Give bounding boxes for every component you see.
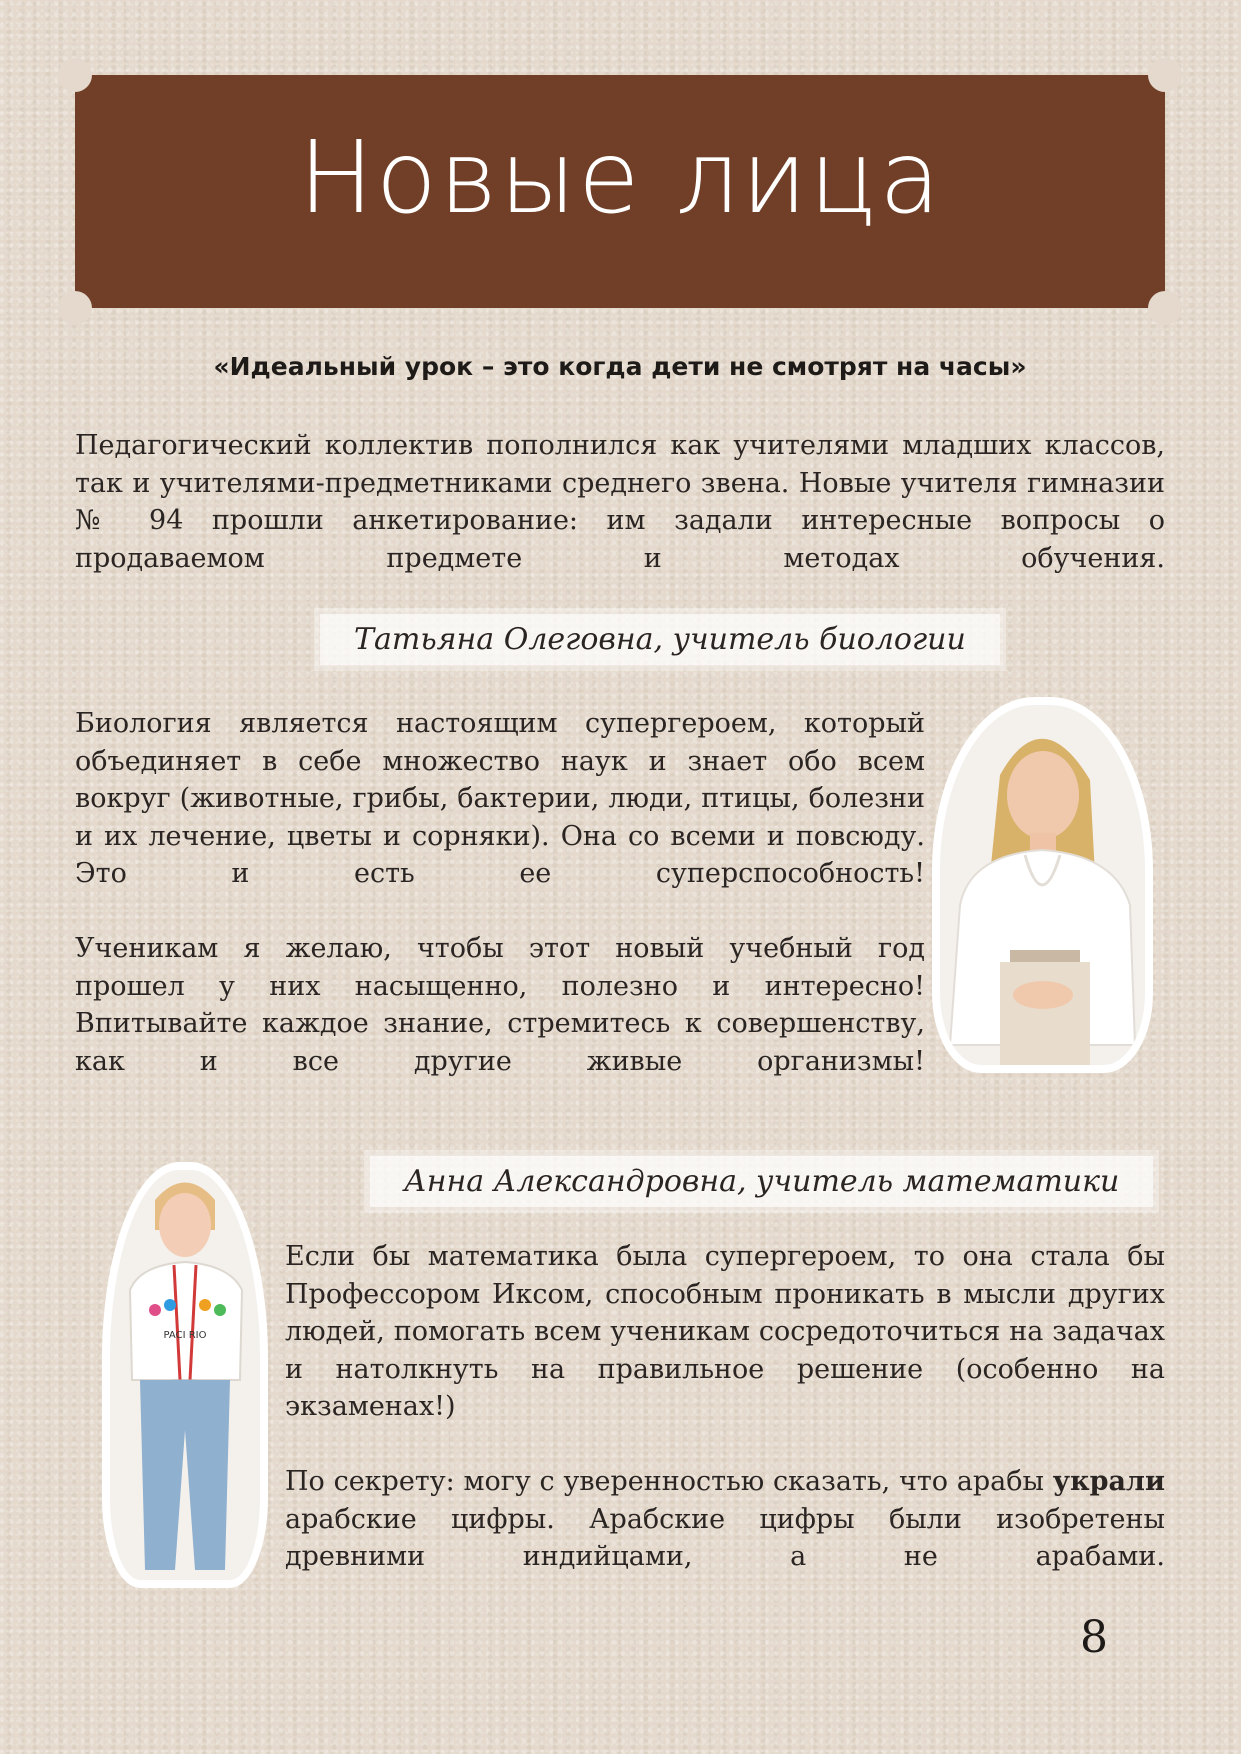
teacher2-paragraph-2-bold: украли <box>1052 1466 1165 1497</box>
teacher1-name-label: Татьяна Олеговна, учитель биологии <box>320 614 1000 665</box>
banner-corner <box>1148 58 1182 92</box>
banner-corner <box>58 58 92 92</box>
shirt-print-text: PACI RIO <box>163 1330 207 1341</box>
teacher2-name-label: Анна Александровна, учитель математики <box>370 1156 1153 1207</box>
teacher1-portrait-image <box>940 705 1145 1065</box>
teacher2-paragraph-1: Если бы математика была супергероем, то она стала бы Профессором Иксом, способным проникать в мысли других людей, помогать всем ученикам сосредоточиться на задачах и натолкнуть на правильное решение (особенно на экзаменах!) <box>285 1241 1165 1422</box>
banner-corner <box>58 291 92 325</box>
intro-paragraph: Педагогический коллектив пополнился как учителями младших классов, так и учителями-предметниками среднего звена. Новые учителя гимназии № 94 прошли анкетирование: им задали интересные вопросы о продаваемом предмете и методах обучения. <box>75 430 1165 574</box>
page-title: Новые лица <box>298 119 943 236</box>
teacher1-paragraph-1: Биология является настоящим супергероем, который объединяет в себе множество наук и знает обо всем вокруг (животные, грибы, бактерии, люди, птицы, болезни и их лечение, цветы и сорняки). Она со всеми и повсюду. Это и есть ее суперспособность! <box>75 708 925 889</box>
teacher1-photo <box>940 705 1145 1065</box>
teacher1-paragraph-2: Ученикам я желаю, чтобы этот новый учебный год прошел у них насыщенно, полезно и интересно! Впитывайте каждое знание, стремитесь к совершенству, как и все другие живые организмы! <box>75 933 925 1077</box>
teacher2-paragraph-2 <box>285 1463 1165 1576</box>
quote-heading: «Идеальный урок – это когда дети не смотрят на часы» <box>213 352 1027 381</box>
teacher2-paragraph-2-end: арабские цифры. Арабские цифры были изобретены древними индийцами, а не арабами. <box>285 1503 1165 1572</box>
teacher2-photo <box>110 1170 260 1580</box>
teacher2-portrait-image <box>110 1170 260 1580</box>
page-number: 8 <box>1080 1612 1108 1663</box>
teacher2-paragraph-2-start: По секрету: могу с уверенностью сказать, что арабы <box>285 1466 1053 1497</box>
banner-corner <box>1148 291 1182 325</box>
